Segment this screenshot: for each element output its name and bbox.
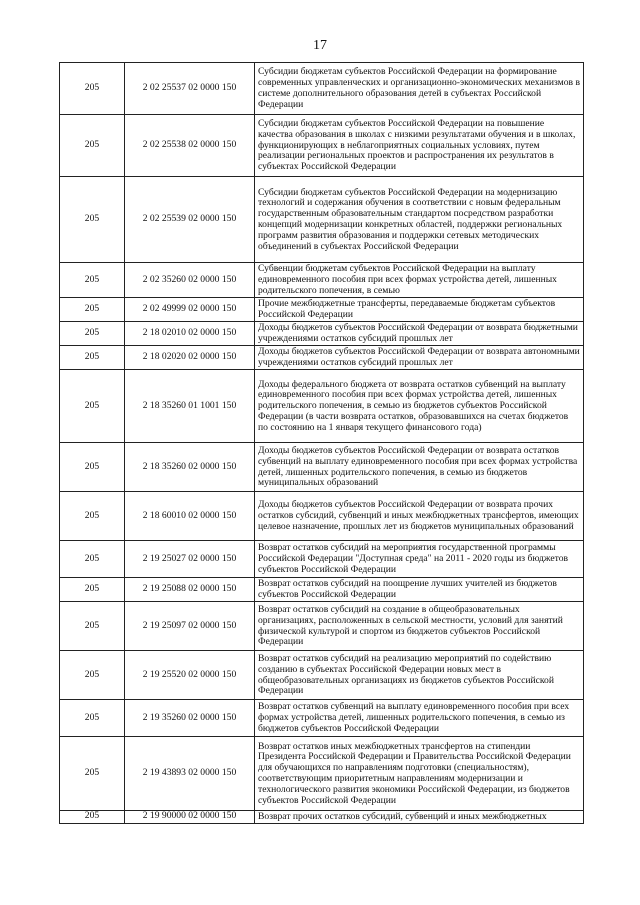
budget-code-cell: 2 19 25097 02 0000 150 xyxy=(125,602,255,651)
admin-code-cell: 205 xyxy=(60,443,125,492)
description-cell: Возврат остатков субсидий на реализацию мероприятий по содействию созданию в субъектах Российской Федерации новых мест в общеобразовательных организациях из бюджетов субъектов Российской Федерации xyxy=(255,651,584,700)
admin-code-cell: 205 xyxy=(60,63,125,115)
table-row xyxy=(60,115,584,177)
table-row xyxy=(60,177,584,263)
budget-code-cell: 2 02 49999 02 0000 150 xyxy=(125,298,255,322)
admin-code-cell: 205 xyxy=(60,322,125,346)
table-row xyxy=(60,63,584,115)
description-cell: Субсидии бюджетам субъектов Российской Федерации на формирование современных управленческих и организационно-экономических механизмов в системе дополнительного образования детей в субъектах Российской Федерации xyxy=(255,63,584,115)
description-cell: Возврат остатков иных межбюджетных трансфертов на стипендии Президента Российской Федерации и Правительства Российской Федерации для обучающихся по направлениям подготовки (специальностям), соответствующим приоритетным направлениям модернизации и технологического развития экономики Российской Федерации, из бюджетов субъектов Российской Федерации xyxy=(255,737,584,811)
description-cell: Доходы федерального бюджета от возврата остатков субвенций на выплату единовременного пособия при всех формах устройства детей, лишенных родительского попечения, в семью из бюджетов субъектов Российской Федерации (в части возврата остатков, образовавшихся на счетах бюджетов по состоянию на 1 января текущего финансового года) xyxy=(255,370,584,443)
page-number: 17 xyxy=(313,38,327,53)
description-cell: Доходы бюджетов субъектов Российской Федерации от возврата автономными учреждениями остатков субсидий прошлых лет xyxy=(255,346,584,370)
admin-code-cell: 205 xyxy=(60,578,125,602)
table-row xyxy=(60,602,584,651)
description-cell: Возврат прочих остатков субсидий, субвенций и иных межбюджетных xyxy=(255,811,584,824)
budget-code-cell: 2 19 90000 02 0000 150 xyxy=(125,811,255,824)
admin-code-cell: 205 xyxy=(60,298,125,322)
description-cell: Субсидии бюджетам субъектов Российской Федерации на повышение качества образования в школах с низкими результатами обучения и в школах, функционирующих в неблагоприятных социальных условиях, путем реализации региональных проектов и распространения их результатов в субъектах Российской Федерации xyxy=(255,115,584,177)
budget-code-cell: 2 02 25537 02 0000 150 xyxy=(125,63,255,115)
table-row xyxy=(60,263,584,298)
admin-code-cell: 205 xyxy=(60,115,125,177)
table-row xyxy=(60,370,584,443)
table-row xyxy=(60,737,584,811)
description-cell: Возврат остатков субсидий на создание в общеобразовательных организациях, расположенных в сельской местности, условий для занятий физической культурой и спортом из бюджетов субъектов Российской Федерации xyxy=(255,602,584,651)
description-cell: Доходы бюджетов субъектов Российской Федерации от возврата остатков субвенций на выплату единовременного пособия при всех формах устройства детей, лишенных родительского попечения, в семью из бюджетов муниципальных образований xyxy=(255,443,584,492)
budget-code-cell: 2 19 35260 02 0000 150 xyxy=(125,700,255,737)
budget-code-cell: 2 18 35260 02 0000 150 xyxy=(125,443,255,492)
budget-code-cell: 2 18 02020 02 0000 150 xyxy=(125,346,255,370)
admin-code-cell: 205 xyxy=(60,541,125,578)
description-cell: Прочие межбюджетные трансферты, передаваемые бюджетам субъектов Российской Федерации xyxy=(255,298,584,322)
admin-code-cell: 205 xyxy=(60,370,125,443)
table-row xyxy=(60,578,584,602)
budget-code-cell: 2 19 25520 02 0000 150 xyxy=(125,651,255,700)
table-row xyxy=(60,322,584,346)
description-cell: Возврат остатков субсидий на поощрение лучших учителей из бюджетов субъектов Российской Федерации xyxy=(255,578,584,602)
table-row xyxy=(60,651,584,700)
admin-code-cell: 205 xyxy=(60,737,125,811)
budget-code-cell: 2 18 02010 02 0000 150 xyxy=(125,322,255,346)
budget-code-cell: 2 18 35260 01 1001 150 xyxy=(125,370,255,443)
budget-code-cell: 2 02 25538 02 0000 150 xyxy=(125,115,255,177)
budget-code-cell: 2 18 60010 02 0000 150 xyxy=(125,492,255,541)
admin-code-cell: 205 xyxy=(60,602,125,651)
budget-code-cell: 2 19 25088 02 0000 150 xyxy=(125,578,255,602)
admin-code-cell: 205 xyxy=(60,700,125,737)
revenue-classification-table xyxy=(59,62,584,824)
budget-code-cell: 2 19 25027 02 0000 150 xyxy=(125,541,255,578)
admin-code-cell: 205 xyxy=(60,651,125,700)
description-cell: Возврат остатков субсидий на мероприятия государственной программы Российской Федерации "Доступная среда" на 2011 - 2020 годы из бюджетов субъектов Российской Федерации xyxy=(255,541,584,578)
table-row xyxy=(60,541,584,578)
admin-code-cell: 205 xyxy=(60,263,125,298)
table-row xyxy=(60,700,584,737)
description-cell: Доходы бюджетов субъектов Российской Федерации от возврата прочих остатков субсидий, субвенций и иных межбюджетных трансфертов, имеющих целевое назначение, прошлых лет из бюджетов муниципальных образований xyxy=(255,492,584,541)
table-row xyxy=(60,492,584,541)
admin-code-cell: 205 xyxy=(60,811,125,824)
table-row xyxy=(60,346,584,370)
budget-code-cell: 2 19 43893 02 0000 150 xyxy=(125,737,255,811)
description-cell: Субвенции бюджетам субъектов Российской Федерации на выплату единовременного пособия при всех формах устройства детей, лишенных родительского попечения, в семью xyxy=(255,263,584,298)
description-cell: Возврат остатков субвенций на выплату единовременного пособия при всех формах устройства детей, лишенных родительского попечения, в семью из бюджетов субъектов Российской Федерации xyxy=(255,700,584,737)
description-cell: Субсидии бюджетам субъектов Российской Федерации на модернизацию технологий и содержания обучения в соответствии с новым федеральным государственным образовательным стандартом посредством разработки концепций модернизации конкретных областей, поддержки региональных программ развития образования и поддержки сетевых методических объединений в субъектах Российской Федерации xyxy=(255,177,584,263)
budget-code-cell: 2 02 25539 02 0000 150 xyxy=(125,177,255,263)
budget-code-cell: 2 02 35260 02 0000 150 xyxy=(125,263,255,298)
admin-code-cell: 205 xyxy=(60,177,125,263)
table-row xyxy=(60,298,584,322)
admin-code-cell: 205 xyxy=(60,346,125,370)
table-row xyxy=(60,443,584,492)
table-row xyxy=(60,811,584,824)
admin-code-cell: 205 xyxy=(60,492,125,541)
description-cell: Доходы бюджетов субъектов Российской Федерации от возврата бюджетными учреждениями остатков субсидий прошлых лет xyxy=(255,322,584,346)
